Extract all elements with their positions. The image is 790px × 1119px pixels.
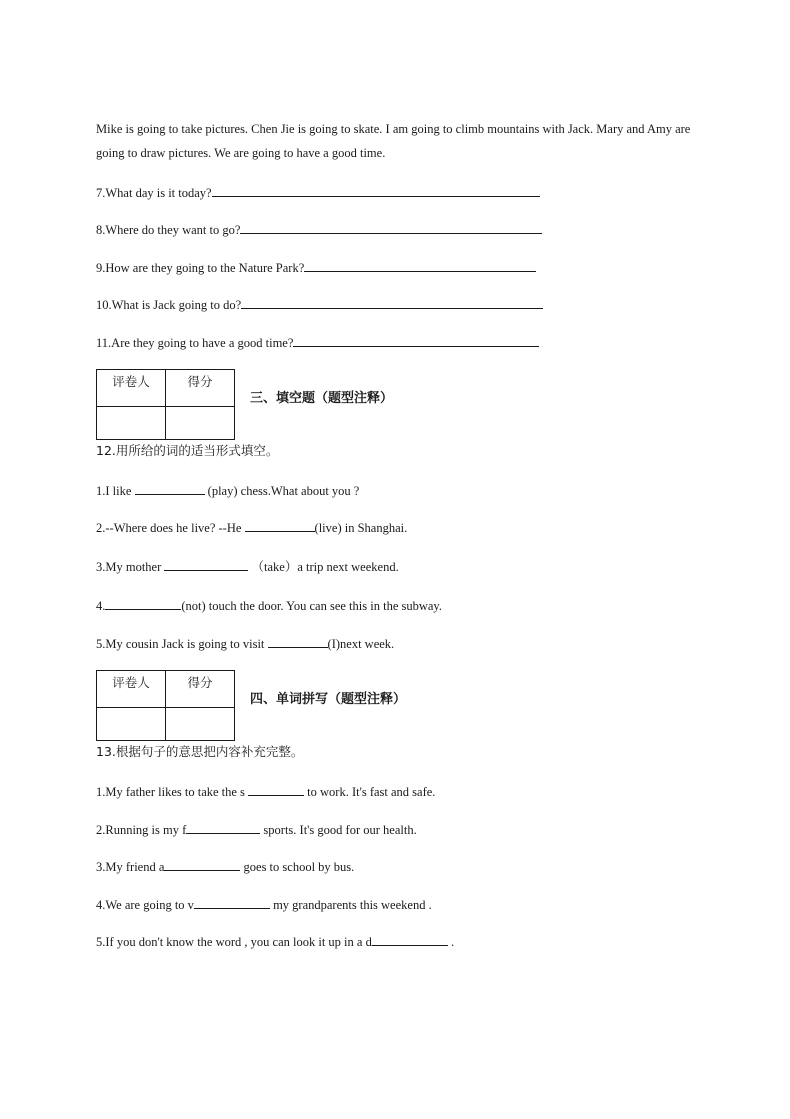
answer-blank[interactable] bbox=[293, 333, 539, 347]
answer-blank[interactable] bbox=[245, 518, 315, 532]
item-text: (I)next week. bbox=[327, 637, 395, 651]
reviewer-cell[interactable] bbox=[97, 708, 166, 741]
question-text: 8.Where do they want to go? bbox=[96, 223, 241, 237]
item-text: 3.My mother bbox=[96, 560, 165, 574]
reviewer-header: 评卷人 bbox=[97, 370, 166, 407]
question-text: 10.What is Jack going to do? bbox=[96, 298, 242, 312]
answer-blank[interactable] bbox=[268, 634, 328, 648]
score-cell[interactable] bbox=[166, 708, 235, 741]
question-11 bbox=[96, 333, 539, 351]
item-text: 1.My father likes to take the s bbox=[96, 785, 249, 799]
item-text: 3.My friend a bbox=[96, 860, 165, 874]
question-text: 9.How are they going to the Nature Park? bbox=[96, 261, 305, 275]
item-text: 1.I like bbox=[96, 484, 135, 498]
question-9 bbox=[96, 258, 536, 276]
answer-blank[interactable] bbox=[164, 557, 248, 571]
answer-blank[interactable] bbox=[248, 782, 304, 796]
spell-item-2 bbox=[96, 820, 417, 838]
answer-blank[interactable] bbox=[186, 820, 260, 834]
score-header: 得分 bbox=[166, 671, 235, 708]
item-text: 4. bbox=[96, 599, 106, 613]
item-text: (play) chess.What about you ? bbox=[204, 484, 360, 498]
item-text: (not) touch the door. You can see this in the subway. bbox=[181, 599, 442, 613]
question-text: 11.Are they going to have a good time? bbox=[96, 336, 294, 350]
score-header: 得分 bbox=[166, 370, 235, 407]
fill-item-5 bbox=[96, 634, 394, 652]
item-text: to work. It's fast and safe. bbox=[304, 785, 436, 799]
item-text: sports. It's good for our health. bbox=[260, 823, 417, 837]
item-text: （take）a trip next weekend. bbox=[248, 560, 399, 574]
answer-blank[interactable] bbox=[194, 895, 270, 909]
item-text: 2.--Where does he live? --He bbox=[96, 521, 245, 535]
item-text: 5.If you don't know the word , you can look it up in a d bbox=[96, 935, 372, 949]
item-text: 2.Running is my f bbox=[96, 823, 187, 837]
question-10 bbox=[96, 295, 543, 313]
spell-item-4 bbox=[96, 895, 432, 913]
question-text: 7.What day is it today? bbox=[96, 186, 212, 200]
answer-blank[interactable] bbox=[240, 220, 542, 234]
item-text: 5.My cousin Jack is going to visit bbox=[96, 637, 268, 651]
score-table bbox=[96, 369, 235, 440]
item-text: goes to school by bus. bbox=[240, 860, 355, 874]
answer-blank[interactable] bbox=[304, 258, 536, 272]
fill-item-3 bbox=[96, 557, 399, 575]
item-text: 4.We are going to v bbox=[96, 898, 194, 912]
score-table bbox=[96, 670, 235, 741]
fill-item-1 bbox=[96, 481, 359, 499]
answer-blank[interactable] bbox=[164, 857, 240, 871]
item-text: (live) in Shanghai. bbox=[314, 521, 408, 535]
answer-blank[interactable] bbox=[105, 596, 181, 610]
reading-passage: Mike is going to take pictures. Chen Jie is going to skate. I am going to climb mountains with Jack. Mary and Amy are going to draw pictures. We are going to have a good time. bbox=[96, 122, 691, 160]
fill-item-2 bbox=[96, 518, 407, 536]
spell-item-1 bbox=[96, 782, 435, 800]
section-title: 三、填空题（题型注释） bbox=[250, 391, 394, 406]
score-cell[interactable] bbox=[166, 407, 235, 440]
spell-item-5 bbox=[96, 932, 454, 950]
question-8 bbox=[96, 220, 542, 238]
spell-item-3 bbox=[96, 857, 354, 875]
instruction: 12.用所给的词的适当形式填空。 bbox=[96, 443, 279, 458]
reviewer-cell[interactable] bbox=[97, 407, 166, 440]
answer-blank[interactable] bbox=[372, 932, 448, 946]
answer-blank[interactable] bbox=[241, 295, 543, 309]
answer-blank[interactable] bbox=[212, 183, 540, 197]
item-text: my grandparents this weekend . bbox=[269, 898, 432, 912]
fill-item-4 bbox=[96, 596, 442, 614]
item-text: . bbox=[447, 935, 455, 949]
reviewer-header: 评卷人 bbox=[97, 671, 166, 708]
section-title: 四、单词拼写（题型注释） bbox=[250, 692, 407, 707]
instruction: 13.根据句子的意思把内容补充完整。 bbox=[96, 744, 304, 759]
question-7 bbox=[96, 183, 540, 201]
answer-blank[interactable] bbox=[135, 481, 205, 495]
